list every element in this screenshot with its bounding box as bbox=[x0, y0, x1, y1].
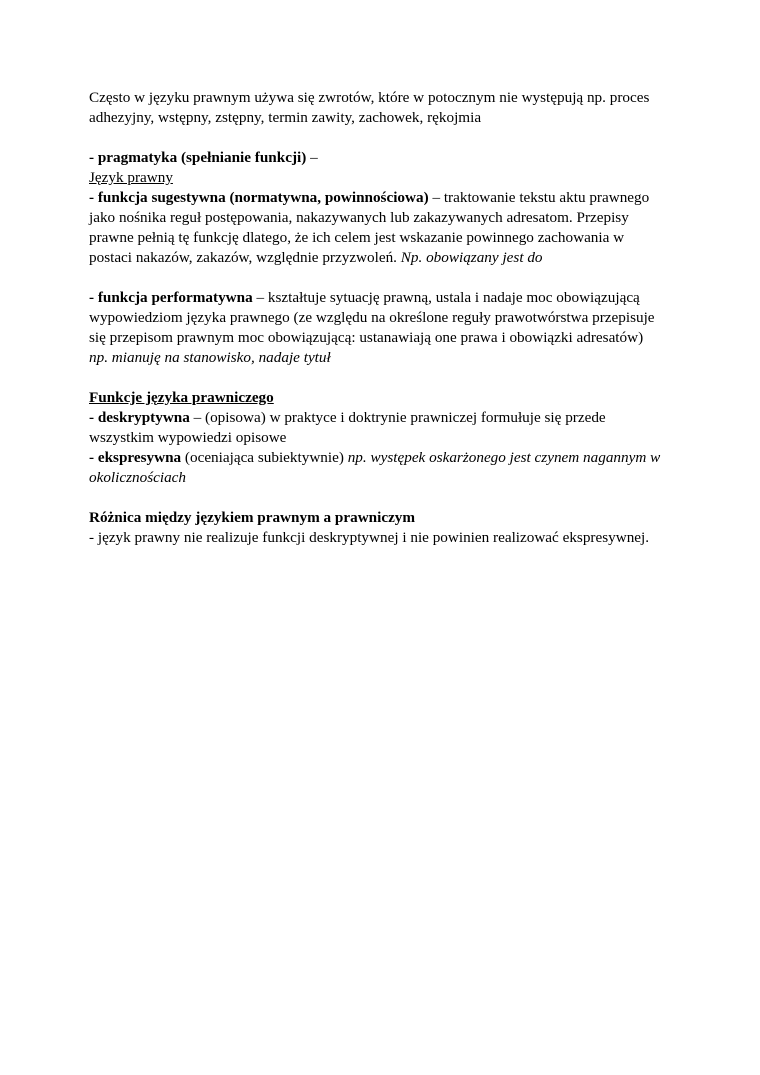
difference-text: - język prawny nie realizuje funkcji deskryptywnej i nie powinien realizować ekspresywnej. bbox=[89, 529, 650, 546]
suggestive-example: Np. obowiązany jest do bbox=[400, 249, 543, 266]
suggestive-text-line-2: jako nośnika reguł postępowania, nakazywanych lub zakazywanych adresatom. Przepisy bbox=[89, 209, 629, 226]
pragmatics-heading-suffix: – bbox=[306, 149, 318, 166]
suggestive-text-line-1: – traktowanie tekstu aktu prawnego bbox=[428, 189, 650, 206]
performative-function-label: - funkcja performatywna bbox=[89, 289, 253, 306]
performative-text-line-1: – kształtuje sytuację prawną, ustala i nadaje moc obowiązującą bbox=[252, 289, 640, 306]
performative-example: np. mianuję na stanowisko, nadaje tytuł bbox=[89, 349, 331, 366]
descriptive-function-paragraph bbox=[89, 408, 679, 448]
legal-language-subheading bbox=[89, 168, 679, 188]
expressive-function-paragraph bbox=[89, 448, 679, 488]
spacer bbox=[89, 368, 679, 388]
spacer bbox=[89, 128, 679, 148]
spacer bbox=[89, 268, 679, 288]
pragmatics-heading-label: - pragmatyka (spełnianie funkcji) bbox=[89, 149, 307, 166]
suggestive-text-line-4: postaci nakazów, zakazów, względnie przyzwoleń. bbox=[89, 249, 401, 266]
difference-heading-text: Różnica między językiem prawnym a prawniczym bbox=[89, 509, 416, 526]
expressive-function-label: - ekspresywna bbox=[89, 449, 182, 466]
expressive-text: (oceniająca subiektywnie) bbox=[181, 449, 348, 466]
jurisprudential-heading-text: Funkcje języka prawniczego bbox=[89, 389, 274, 406]
performative-text-line-2: wypowiedziom języka prawnego (ze względu na określone reguły prawotwórstwa przepisuje bbox=[89, 309, 655, 326]
intro-line-1: Często w języku prawnym używa się zwrotów, które w potocznym nie występują np. proces bbox=[89, 89, 650, 106]
intro-paragraph bbox=[89, 88, 679, 128]
spacer bbox=[89, 488, 679, 508]
expressive-example-line-1: np. występek oskarżonego jest czynem nagannym w bbox=[347, 449, 661, 466]
suggestive-function-paragraph bbox=[89, 188, 679, 268]
expressive-example-line-2: okolicznościach bbox=[89, 469, 187, 486]
jurisprudential-heading bbox=[89, 388, 679, 408]
pragmatics-heading bbox=[89, 148, 679, 168]
performative-function-paragraph bbox=[89, 288, 679, 368]
intro-line-2: adhezyjny, wstępny, zstępny, termin zawity, zachowek, rękojmia bbox=[89, 109, 482, 126]
difference-heading bbox=[89, 508, 679, 528]
suggestive-function-label: - funkcja sugestywna (normatywna, powinnościowa) bbox=[89, 189, 429, 206]
descriptive-function-label: - deskryptywna bbox=[89, 409, 190, 426]
descriptive-text-line-2: wszystkim wypowiedzi opisowe bbox=[89, 429, 287, 446]
performative-text-line-3: się przepisom prawnym moc obowiązującą: ustanawiają one prawa i obowiązki adresatów) bbox=[89, 329, 644, 346]
legal-language-subheading-text: Język prawny bbox=[89, 169, 173, 186]
descriptive-text-line-1: – (opisowa) w praktyce i doktrynie prawniczej formułuje się przede bbox=[189, 409, 606, 426]
suggestive-text-line-3: prawne pełnią tę funkcję dlatego, że ich celem jest wskazanie powinnego zachowania w bbox=[89, 229, 625, 246]
document-body bbox=[89, 88, 679, 548]
